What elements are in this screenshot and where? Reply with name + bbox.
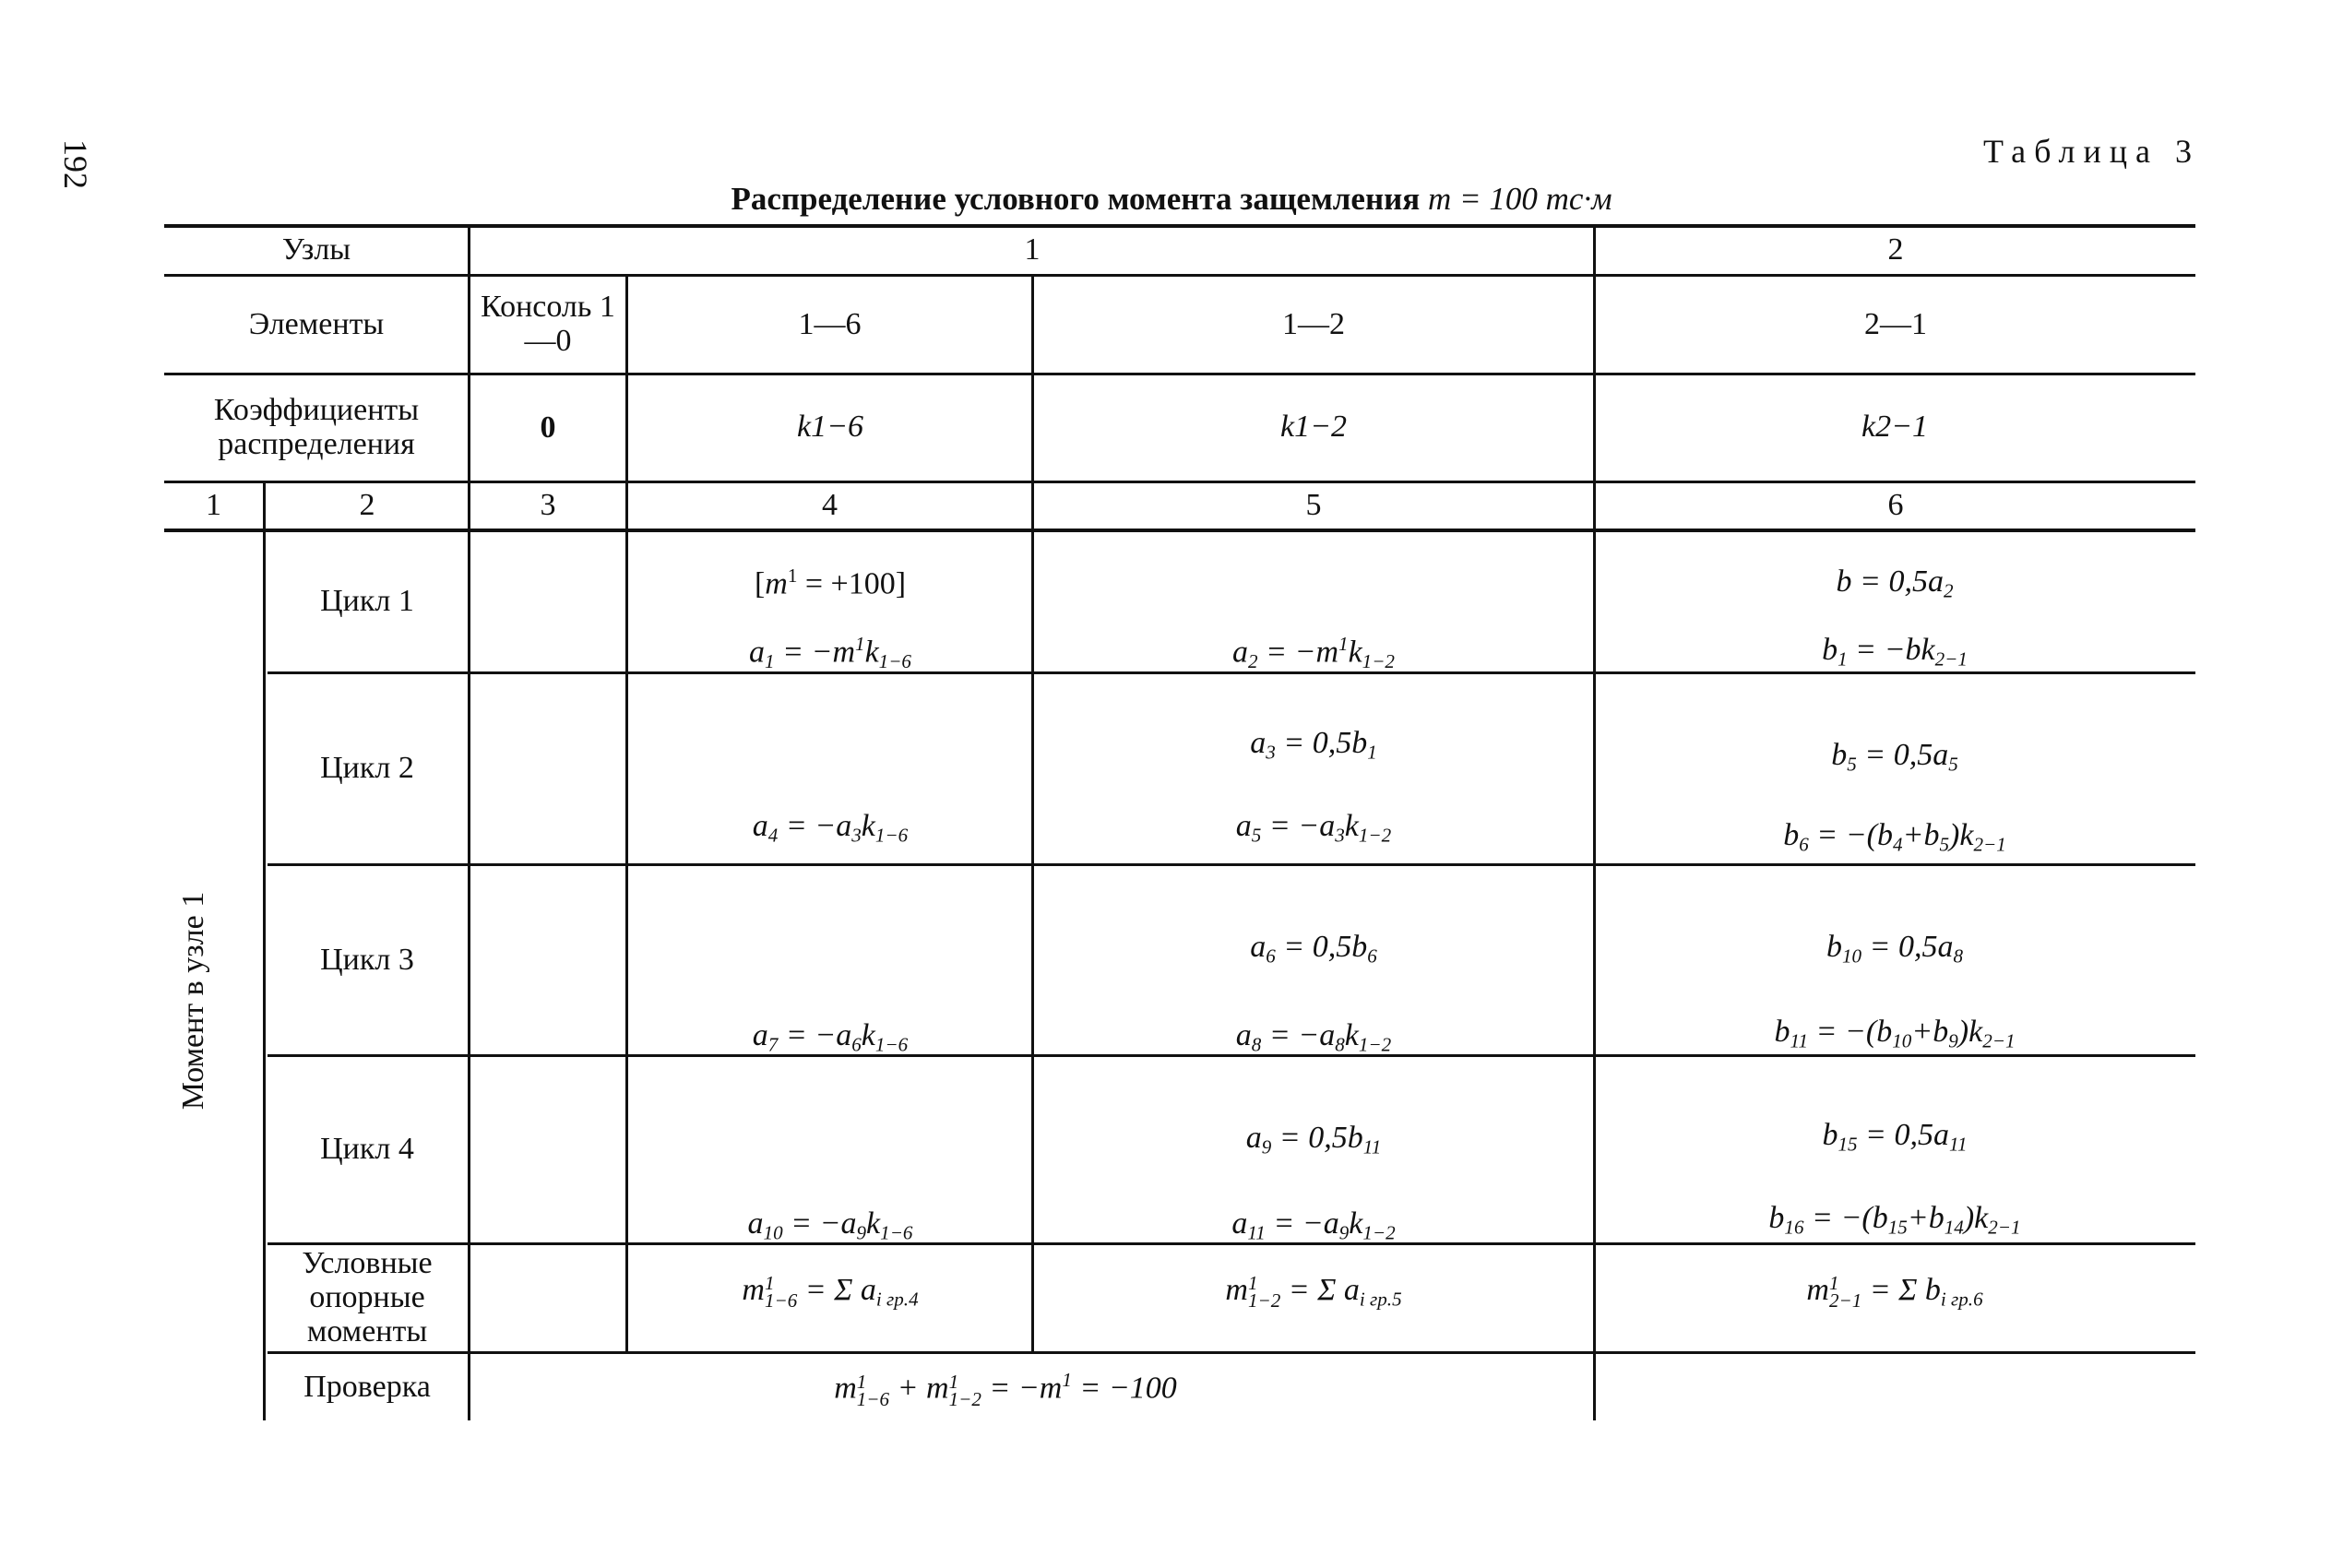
cycle-2-col5-top: $a_3 = 0,5b_1$ — [1250, 726, 1377, 764]
side-label-moment-at-node-1: Момент в узле 1 — [175, 891, 210, 1111]
header-element-1-6: 1—6 — [798, 306, 862, 341]
cycle-4-col6-top: $b_{15} = 0,5a_{11}$ — [1822, 1118, 1968, 1156]
header-elements-label: Элементы — [248, 306, 385, 341]
header-nodes-label: Узлы — [281, 232, 351, 267]
cycle-4-col5-top: $a_9 = 0,5b_{11}$ — [1245, 1121, 1382, 1158]
check-formula: m 1 1−6 + m 1 1−2 = $-m^1 = -100$ — [834, 1369, 1177, 1410]
coef-1-6 — [797, 410, 863, 445]
col-number-3: 3 — [540, 488, 556, 523]
cycle-2-label: Цикл 2 — [320, 751, 414, 786]
cycle-4-col6-bottom: $b_{16} = -(b_{15}+b_{14})k_{2-1}$ — [1768, 1201, 2021, 1239]
header-coef-label: Коэффициенты распределения — [213, 393, 420, 461]
cycle-1-label: Цикл 1 — [320, 584, 414, 619]
title-text: Распределение условного момента защемления — [731, 181, 1421, 217]
cycle-1-col4-bottom: $a_1 = -m^1k_{1-6}$ — [749, 633, 911, 672]
check-label: Проверка — [303, 1369, 431, 1404]
coef-1-2 — [1280, 410, 1347, 445]
cycle-3-col5-top: $a_6 = 0,5b_6$ — [1250, 930, 1377, 968]
cycle-2-col4-bottom: $a_4 = -a_3k_{1-6}$ — [752, 809, 909, 847]
header-element-2-1: 2—1 — [1864, 306, 1927, 341]
support-moment-1-6: m 1 1−6 = Σ $a_{i гр.4}$ — [742, 1272, 919, 1313]
table-title — [0, 181, 2343, 218]
cycle-3-col6-top: $b_{10} = 0,5a_8$ — [1826, 930, 1964, 968]
support-moments-label: Условные опорные моменты — [302, 1246, 433, 1348]
cycle-3-col5-bottom: $a_8 = -a_8k_{1-2}$ — [1235, 1018, 1392, 1056]
col-number-2: 2 — [359, 488, 375, 523]
coef-1-2-value: k1−2 — [1279, 410, 1348, 444]
col-number-6: 6 — [1887, 488, 1904, 523]
cycle-3-label: Цикл 3 — [320, 942, 414, 977]
page-number: 192 — [57, 139, 94, 189]
cycle-2-col6-bottom: $b_6 = -(b_4+b_5)k_{2-1}$ — [1783, 818, 2006, 856]
col-number-1: 1 — [206, 488, 221, 523]
cycle-2-col5-bottom: $a_5 = -a_3k_{1-2}$ — [1235, 809, 1392, 847]
table-label: Таблица 3 — [1983, 133, 2200, 170]
coef-2-1-value: k2−1 — [1861, 410, 1929, 444]
col-number-4: 4 — [822, 488, 838, 523]
header-node-1: 1 — [1024, 232, 1041, 267]
cycle-1-col4-top: $[m^1 = +100]$ — [754, 564, 907, 601]
cycle-1-col5-bottom: $a_2 = -m^1k_{1-2}$ — [1232, 633, 1395, 672]
cycle-2-col6-top: $b_5 = 0,5a_5$ — [1831, 738, 1958, 776]
cycle-4-col5-bottom: $a_{11} = -a_9k_{1-2}$ — [1231, 1206, 1396, 1244]
support-moment-1-2: m 1 1−2 = Σ $a_{i гр.5}$ — [1225, 1272, 1402, 1313]
col-number-5: 5 — [1305, 488, 1322, 523]
header-element-1-2: 1—2 — [1282, 306, 1345, 341]
coef-2-1 — [1861, 410, 1928, 445]
cycle-4-label: Цикл 4 — [320, 1132, 414, 1167]
title-formula: m = 100 тс·м — [1427, 181, 1612, 217]
coef-console: 0 — [540, 410, 556, 445]
cycle-3-col6-bottom: $b_{11} = -(b_{10}+b_9)k_{2-1}$ — [1774, 1015, 2016, 1052]
header-console: Консоль 1—0 — [481, 290, 615, 358]
support-moment-2-1: m 1 2−1 = Σ $b_{i гр.6}$ — [1806, 1272, 1983, 1313]
cycle-4-col4-bottom: $a_{10} = -a_9k_{1-6}$ — [747, 1206, 913, 1244]
cycle-1-col6-bottom: $b_1 = -bk_{2-1}$ — [1822, 633, 1968, 671]
header-node-2: 2 — [1887, 232, 1904, 267]
cycle-3-col4-bottom: $a_7 = -a_6k_{1-6}$ — [752, 1018, 909, 1056]
cycle-1-col6-top: $b = 0,5a_2$ — [1836, 564, 1954, 602]
coef-1-6-value: k1−6 — [796, 410, 864, 444]
